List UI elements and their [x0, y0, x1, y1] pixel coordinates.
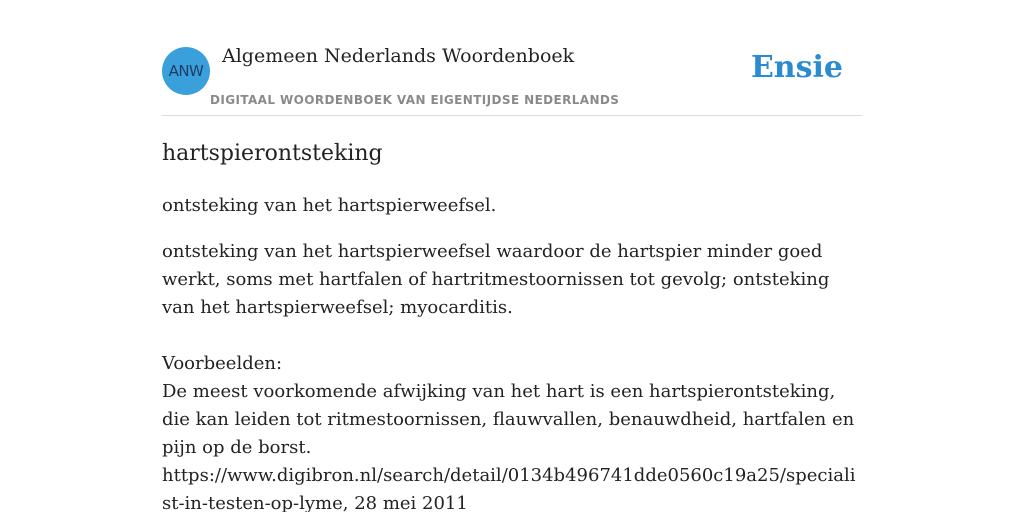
example-source	[162, 462, 862, 512]
anw-logo[interactable]: ANW	[162, 47, 210, 95]
headword: hartspierontsteking	[162, 141, 383, 166]
ensie-logo[interactable]: Ensie	[750, 50, 843, 85]
example-source-date: 28 mei 2011	[348, 493, 468, 512]
entry-content	[162, 136, 862, 512]
examples-label: Voorbeelden:	[162, 353, 283, 374]
example-sentence: De meest voorkomende afwijking van het hart is een hartspierontsteking, die kan leiden tot ritmestoornissen, flauwvallen, benauwdheid, hartfalen en pijn op de borst.	[162, 381, 855, 458]
source-subtitle: DIGITAAL WOORDENBOEK VAN EIGENTIJDSE NEDERLANDS	[210, 93, 620, 107]
source-title[interactable]: Algemeen Nederlands Woordenboek	[222, 45, 575, 67]
header	[162, 0, 862, 116]
example-source-link[interactable]: https://www.digibron.nl/search/detail/0134b496741dde0560c19a25/specialist-in-testen-op-lyme,	[162, 465, 856, 512]
long-definition: ontsteking van het hartspierweefsel waardoor de hartspier minder goed werkt, soms met hartfalen of hartritmestoornissen tot gevolg; ontsteking van het hartspierweefsel; myocarditis.	[162, 241, 830, 318]
short-definition: ontsteking van het hartspierweefsel.	[162, 195, 497, 216]
